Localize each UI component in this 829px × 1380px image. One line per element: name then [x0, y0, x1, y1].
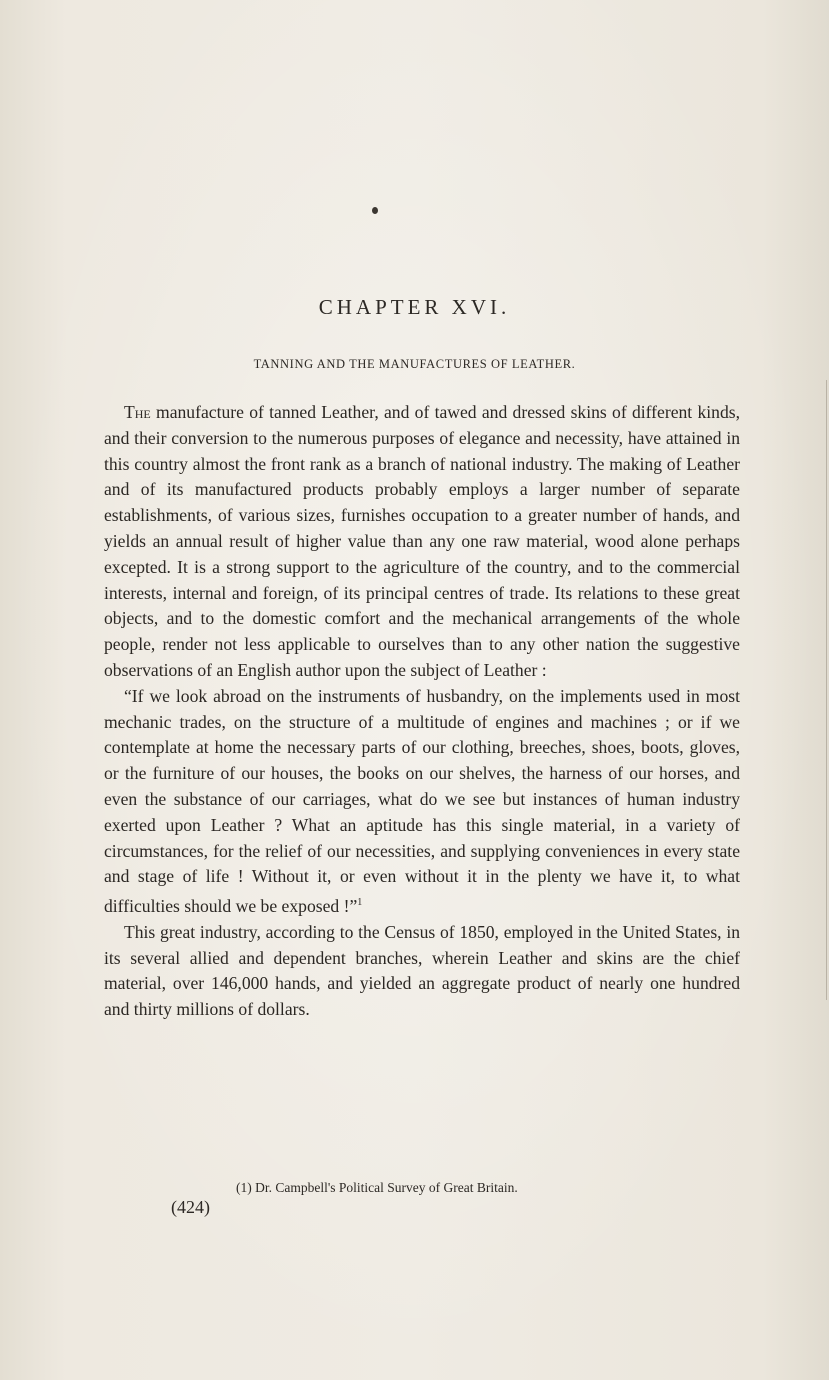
paragraph-1-lead: The: [124, 402, 151, 422]
page-number: (424): [171, 1197, 210, 1217]
chapter-subtitle: TANNING AND THE MANUFACTURES OF LEATHER.: [253, 357, 576, 371]
footnote-marker: 1: [357, 897, 363, 909]
chapter-body: [104, 400, 740, 1023]
footnote: (1) Dr. Campbell's Political Survey of Great Britain.: [236, 1180, 518, 1195]
paragraph-1: [104, 400, 740, 684]
paragraph-3: This great industry, according to the Census of 1850, employed in the United States, in its several allied and dependent branches, wherein Leather and skins are the chief material, over 146,000 hands, and yielded an aggregate product of nearly one hundred and thirty millions of dollars.: [104, 921, 740, 1020]
paragraph-1-text: manufacture of tanned Leather, and of tawed and dressed skins of different kinds, and their conversion to the numerous purposes of elegance and necessity, have attained in this country almost the front rank as a branch of national industry. The making of Leather and of its manufactured products probably employs a larger number of separate establishments, of various sizes, furnishes occupation to a greater number of hands, and yields an annual result of higher value than any one raw material, wood alone perhaps excepted. It is a strong support to the agriculture of the country, and to the commercial interests, internal and foreign, of its principal centres of trade. Its relations to these great objects, and to the domestic comfort and the mechanical arrangements of the whole people, render not less applicable to ourselves than to any other nation the suggestive observations of an English author upon the subject of Leather :: [104, 402, 740, 680]
paragraph-2-text: “If we look abroad on the instruments of husbandry, on the implements used in most mechanic trades, on the structure of a multitude of engines and machines ; or if we contemplate at home the necessary parts of our clothing, breeches, shoes, boots, gloves, or the furniture of our houses, the books on our shelves, the harness of our horses, and even the substance of our carriages, what do we see but instances of human industry exerted upon Leather ? What an aptitude has this single material, in a variety of circumstances, for the relief of our necessities, and supplying conveniences in every state and stage of life ! Without it, or even without it in the plenty we have it, to what difficulties should we be exposed !”: [104, 685, 740, 916]
page-edge-shadow: [826, 380, 827, 1000]
paragraph-2-quote: [104, 684, 740, 920]
ink-speck: [372, 207, 378, 214]
chapter-title: CHAPTER XVI.: [318, 295, 511, 319]
